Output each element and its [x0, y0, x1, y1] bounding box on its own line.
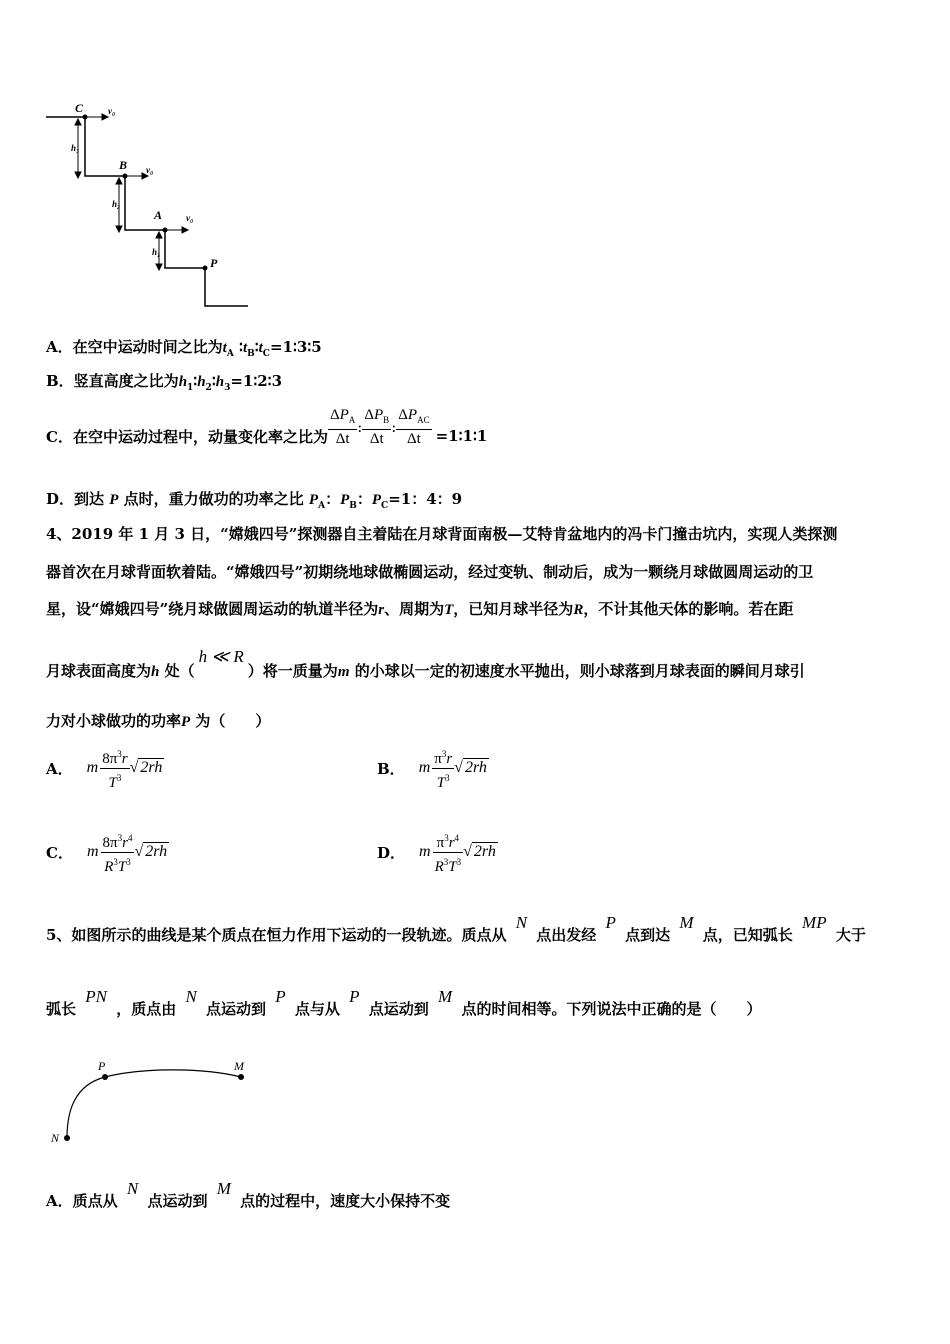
label-b: B: [119, 158, 128, 172]
label-h2: h₂: [112, 199, 121, 209]
label-v0-a: v₀: [186, 213, 194, 223]
label-v0-c: v₀: [108, 106, 116, 116]
q4-line4: 月球表面高度为h 处（h ≪ R）将一质量为m 的小球以一定的初速度水平抛出，则小球落到月球表面的瞬间月球引: [46, 647, 805, 680]
q5-option-a: A．质点从 N 点运动到 M 点的过程中，速度大小保持不变: [46, 1179, 451, 1210]
label-h1: h₁: [152, 247, 161, 257]
label-h3: h₃: [71, 143, 80, 153]
q4-line1: 4、2019 年 1 月 3 日，“嫦娥四号”探测器自主着陆在月球背面南极—艾特肯盆地内的冯卡门撞击坑内，实现人类探测: [46, 525, 838, 543]
q4-line5: 力对小球做功的功率P 为（ ）: [46, 712, 271, 730]
q5-line2: 弧长 PN ，质点由 N 点运动到 P 点与从 P 点运动到 M 点的时间相等。下列说法中正确的是（ ）: [46, 987, 762, 1018]
trajectory-figure: [45, 1050, 265, 1150]
label-a: A: [154, 208, 163, 222]
q3-option-c: C．在空中运动过程中，动量变化率之比为 $\frac{\Delta P_A}{\Delta t}$ : $\frac{\Delta P_B}{\Delta t}$ : $\frac{\Delta P_{AC}}{\Delta t}$ =1∶1∶1: [46, 407, 488, 447]
label-c: C: [75, 101, 84, 115]
q4-option-d: D． m $\frac{\pi^3r^4}{R^3T^3}$ √ 2rh: [377, 830, 498, 874]
q4-option-b: B． m $\frac{\pi^3r}{T^3}$ √ 2rh: [377, 746, 489, 790]
q3-option-d: D．到达 P 点时，重力做功的功率之比 $P_A$：$P_B$：$P_C=1$：4：9: [46, 490, 463, 511]
label-p: P: [210, 256, 218, 270]
staircase-figure: [40, 95, 260, 315]
label-v0-b: v₀: [146, 165, 154, 175]
q4-option-c: C． m $\frac{8\pi^3r^4}{R^3T^3}$ √ 2rh: [46, 830, 169, 874]
q4-line3: 星，设“嫦娥四号”绕月球做圆周运动的轨道半径为r、周期为T，已知月球半径为R，不计其他天体的影响。若在距: [46, 600, 794, 618]
label-p2: P: [98, 1059, 106, 1073]
label-n: N: [51, 1131, 60, 1145]
q4-option-a: A． m $\frac{8\pi^3r}{T^3}$ √ 2rh: [46, 746, 164, 790]
q3-option-a: A．在空中运动时间之比为$t_A$ $∶t_B∶t_C=1∶3∶5$: [46, 338, 322, 359]
q5-line1: 5、如图所示的曲线是某个质点在恒力作用下运动的一段轨迹。质点从 N 点出发经 P 点到达 M 点，已知弧长 MP 大于: [46, 913, 866, 944]
q4-line2: 器首次在月球背面软着陆。“嫦娥四号”初期绕地球做椭圆运动，经过变轨、制动后，成为一颗绕月球做圆周运动的卫: [46, 563, 814, 581]
q3-option-b: B．竖直高度之比为$h_1∶h_2∶h_3=1∶2∶3$: [46, 372, 283, 393]
label-m: M: [234, 1059, 244, 1073]
